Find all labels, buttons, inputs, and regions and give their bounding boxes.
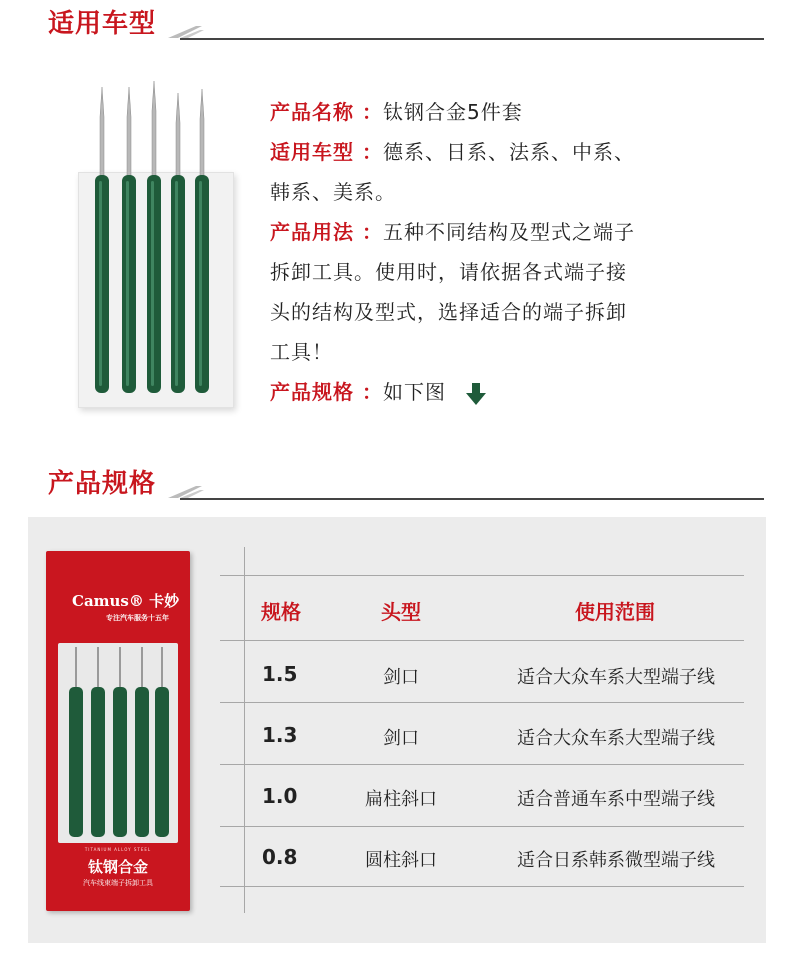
section-header-spec [0, 464, 790, 504]
pick-tool [147, 81, 161, 393]
product-info [270, 92, 750, 412]
info-line-spec: 产品规格 ：如下图 [270, 372, 750, 412]
pick-tool [135, 647, 149, 837]
cell-usage: 适合大众车系大型端子线 [517, 667, 715, 688]
table-divider [220, 886, 744, 887]
info-line-vehicles-cont: 韩系、美系。 [270, 180, 396, 204]
info-line-usage-cont2: 头的结构及型式，选择适合的端子拆卸 [270, 300, 627, 324]
info-line-usage-cont3: 工具！ [270, 340, 333, 364]
box-brand: Camus® 卡妙 [72, 592, 180, 610]
cell-spec: 1.3 [262, 723, 298, 747]
section-rule [180, 38, 764, 40]
pick-tool [171, 93, 185, 393]
box-slogan: 专注汽车服务十五年 [106, 614, 169, 622]
pick-tool [195, 89, 209, 393]
section-title: 适用车型 [48, 9, 157, 39]
pick-tool [91, 647, 105, 837]
product-image-tool-set [78, 172, 234, 408]
pick-tool [95, 87, 109, 393]
section-header-vehicle [0, 4, 790, 44]
cell-head-type: 圆柱斜口 [365, 850, 437, 871]
product-package-image [46, 551, 190, 911]
cell-usage: 适合普通车系中型端子线 [517, 789, 715, 810]
table-header-head-type: 头型 [381, 600, 421, 624]
down-arrow-icon [465, 382, 487, 406]
table-divider [244, 547, 245, 913]
cell-head-type: 剑口 [383, 667, 419, 688]
info-line-usage: 产品用法 ：五种不同结构及型式之端子 [270, 220, 635, 244]
box-product-name: 钛钢合金 [87, 858, 148, 876]
info-line-vehicles: 适用车型 ：德系、日系、法系、中系、 [270, 140, 635, 164]
cell-head-type: 扁柱斜口 [365, 789, 437, 810]
pick-tool [69, 647, 83, 837]
table-divider [220, 702, 744, 703]
pick-tool [155, 647, 169, 837]
cell-usage: 适合日系韩系微型端子线 [517, 850, 715, 871]
table-header-usage: 使用范围 [575, 600, 655, 624]
section-title: 产品规格 [48, 469, 157, 499]
table-divider [220, 764, 744, 765]
cell-spec: 1.0 [262, 784, 298, 808]
box-subtitle: 汽车线束端子拆卸工具 [83, 879, 153, 887]
table-divider [220, 575, 744, 576]
table-divider [220, 826, 744, 827]
box-window [58, 643, 178, 843]
pick-tool [113, 647, 127, 837]
info-line-name: 产品名称 ：钛钢合金5件套 [270, 100, 523, 124]
cell-usage: 适合大众车系大型端子线 [517, 728, 715, 749]
table-header-spec: 规格 [261, 600, 301, 624]
info-line-usage-cont1: 拆卸工具。使用时，请依据各式端子接 [270, 260, 627, 284]
table-divider [220, 640, 744, 641]
cell-head-type: 剑口 [383, 728, 419, 749]
cell-spec: 1.5 [262, 662, 298, 686]
cell-spec: 0.8 [262, 845, 298, 869]
pick-tool [122, 87, 136, 393]
section-rule [180, 498, 764, 500]
box-small-text: TITANIUM ALLOY STEEL [84, 847, 152, 852]
